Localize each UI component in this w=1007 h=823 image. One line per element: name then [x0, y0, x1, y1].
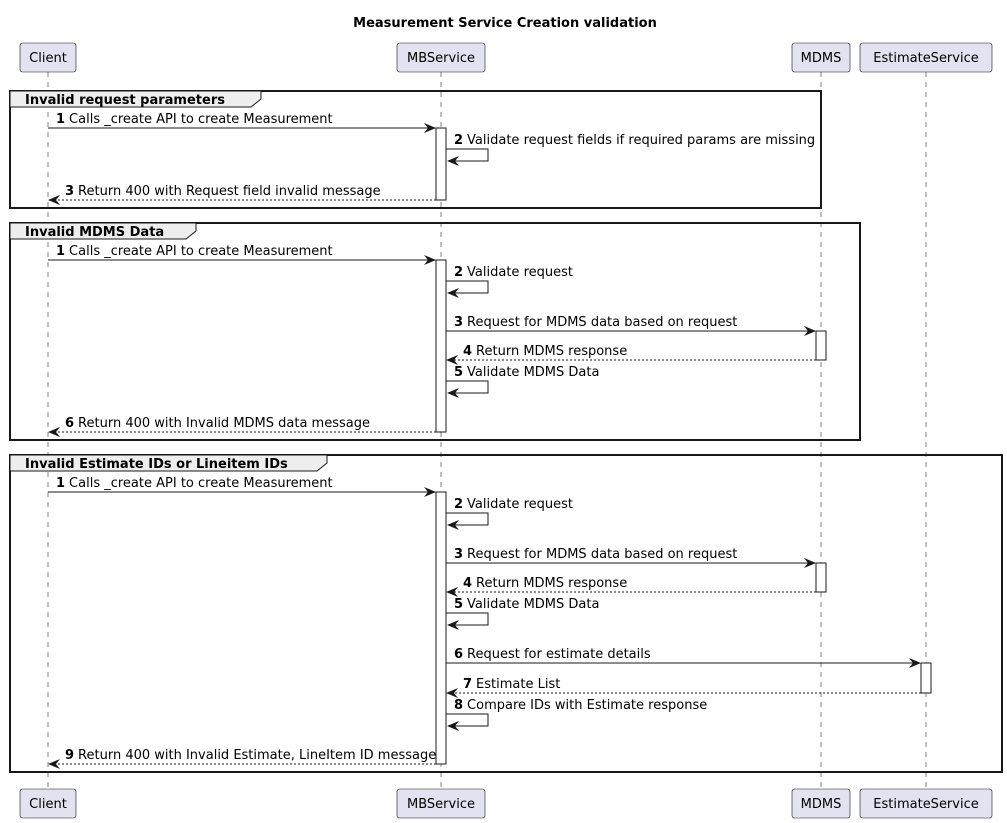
message-1: [48, 112, 435, 128]
message-label: [56, 112, 333, 127]
message-label: [454, 365, 599, 380]
self-message-arrow: [446, 613, 488, 625]
group-label: Invalid Estimate IDs or Lineitem IDs: [25, 457, 288, 472]
message-number: 2: [454, 265, 464, 280]
message-text: Validate request: [467, 497, 573, 512]
participants-top: [20, 43, 992, 72]
participant-label: MBService: [407, 51, 475, 66]
self-message-arrow: [446, 513, 488, 525]
participant-mbservice-top[interactable]: [397, 43, 485, 72]
message-text: Request for MDMS data based on request: [467, 547, 738, 562]
participant-estimate-top[interactable]: [860, 43, 992, 72]
message-6: [446, 647, 920, 663]
message-label: [454, 547, 737, 562]
message-number: 2: [454, 497, 464, 512]
participant-mdms-bottom[interactable]: [792, 789, 850, 818]
message-number: 4: [463, 576, 473, 591]
message-number: 3: [454, 315, 464, 330]
message-1: [48, 244, 435, 260]
activation-bar-mbservice: [436, 128, 446, 200]
message-label: [463, 677, 560, 692]
message-7: [447, 677, 921, 693]
participant-label: EstimateService: [873, 51, 979, 66]
participant-label: Client: [29, 797, 67, 812]
message-2: [446, 497, 573, 525]
message-number: 3: [65, 184, 75, 199]
group-label: Invalid request parameters: [25, 93, 225, 108]
participant-label: EstimateService: [873, 797, 979, 812]
message-label: [454, 133, 815, 148]
participant-client-top[interactable]: [20, 43, 76, 72]
message-label: [56, 476, 333, 491]
activation-bar-estimate: [921, 663, 931, 693]
self-message-arrow: [446, 381, 488, 393]
message-text: Return 400 with Invalid MDMS data message: [78, 416, 370, 431]
message-4: [447, 344, 816, 360]
message-4: [447, 576, 816, 592]
participant-mbservice-bottom[interactable]: [397, 789, 485, 818]
message-label: [454, 597, 599, 612]
message-label: [454, 647, 651, 662]
activation-bar-mdms: [816, 563, 826, 592]
message-number: 6: [65, 416, 75, 431]
self-message-arrow: [446, 281, 488, 293]
message-label: [454, 265, 573, 280]
diagram-title: Measurement Service Creation validation: [353, 16, 657, 31]
activation-bar-mbservice: [436, 260, 446, 432]
message-3: [446, 315, 815, 331]
message-text: Compare IDs with Estimate response: [467, 698, 708, 713]
message-label: [463, 344, 627, 359]
message-label: [454, 698, 707, 713]
message-9: [49, 748, 436, 764]
participant-label: Client: [29, 51, 67, 66]
message-number: 1: [56, 476, 66, 491]
message-2: [446, 133, 815, 161]
participant-estimate-bottom[interactable]: [860, 789, 992, 818]
message-5: [446, 597, 599, 625]
message-label: [454, 497, 573, 512]
group-label: Invalid MDMS Data: [25, 225, 165, 240]
message-text: Calls _create API to create Measurement: [69, 244, 333, 259]
message-number: 5: [454, 597, 464, 612]
message-text: Request for estimate details: [467, 647, 651, 662]
message-6: [49, 416, 436, 432]
message-3: [49, 184, 436, 200]
message-3: [446, 547, 815, 563]
message-label: [65, 184, 381, 199]
self-message-arrow: [446, 714, 488, 726]
message-text: Validate MDMS Data: [467, 597, 600, 612]
message-text: Return 400 with Invalid Estimate, LineItem ID message: [78, 748, 437, 763]
messages: [48, 112, 921, 764]
message-number: 8: [454, 698, 464, 713]
message-number: 1: [56, 112, 66, 127]
message-number: 7: [463, 677, 473, 692]
message-number: 4: [463, 344, 473, 359]
message-5: [446, 365, 599, 393]
message-label: [65, 416, 370, 431]
participants-bottom: [20, 789, 992, 818]
message-label: [56, 244, 333, 259]
participant-label: MBService: [407, 797, 475, 812]
message-label: [454, 315, 737, 330]
message-number: 2: [454, 133, 464, 148]
message-number: 9: [65, 748, 75, 763]
participant-label: MDMS: [800, 797, 842, 812]
message-text: Return 400 with Request field invalid message: [78, 184, 381, 199]
message-text: Calls _create API to create Measurement: [69, 476, 333, 491]
participant-client-bottom[interactable]: [20, 789, 76, 818]
participant-label: MDMS: [800, 51, 842, 66]
message-label: [463, 576, 627, 591]
message-number: 3: [454, 547, 464, 562]
message-text: Return MDMS response: [476, 344, 628, 359]
message-1: [48, 476, 435, 492]
message-text: Validate request fields if required params are missing: [467, 133, 816, 148]
activation-bar-mbservice: [436, 492, 446, 764]
message-text: Validate MDMS Data: [467, 365, 600, 380]
message-2: [446, 265, 573, 293]
message-number: 6: [454, 647, 464, 662]
message-number: 1: [56, 244, 66, 259]
message-label: [65, 748, 436, 763]
message-text: Calls _create API to create Measurement: [69, 112, 333, 127]
message-8: [446, 698, 707, 726]
message-text: Estimate List: [476, 677, 561, 692]
self-message-arrow: [446, 149, 488, 161]
message-number: 5: [454, 365, 464, 380]
participant-mdms-top[interactable]: [792, 43, 850, 72]
message-text: Return MDMS response: [476, 576, 628, 591]
message-text: Request for MDMS data based on request: [467, 315, 738, 330]
activation-bar-mdms: [816, 331, 826, 360]
message-text: Validate request: [467, 265, 573, 280]
